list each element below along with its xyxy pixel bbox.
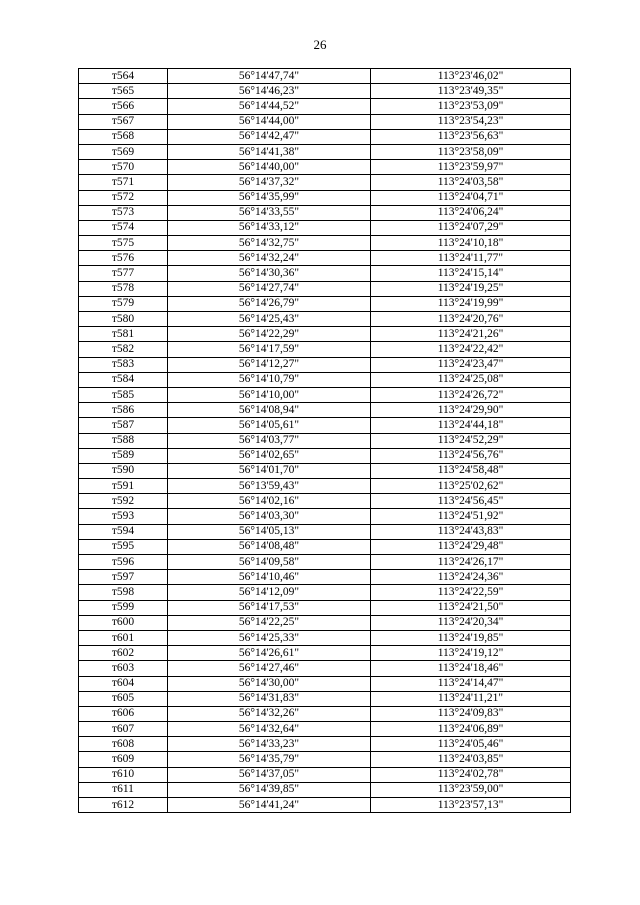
- point-id-cell: т564: [79, 69, 168, 84]
- longitude-cell: 113°24'07,29": [371, 220, 571, 235]
- longitude-cell: 113°24'20,76": [371, 312, 571, 327]
- longitude-cell: 113°24'11,77": [371, 251, 571, 266]
- latitude-cell: 56°14'17,53": [168, 600, 371, 615]
- table-row: [79, 220, 571, 235]
- longitude-cell: 113°23'46,02": [371, 69, 571, 84]
- latitude-cell: 56°14'12,27": [168, 357, 371, 372]
- table-row: [79, 737, 571, 752]
- table-row: [79, 190, 571, 205]
- latitude-cell: 56°14'35,99": [168, 190, 371, 205]
- longitude-cell: 113°24'56,76": [371, 448, 571, 463]
- point-id-cell: т588: [79, 433, 168, 448]
- point-id-cell: т606: [79, 706, 168, 721]
- latitude-cell: 56°14'47,74": [168, 69, 371, 84]
- table-row: [79, 661, 571, 676]
- latitude-cell: 56°14'02,16": [168, 494, 371, 509]
- table-row: [79, 69, 571, 84]
- table-row: [79, 372, 571, 387]
- latitude-cell: 56°14'41,24": [168, 798, 371, 813]
- coordinates-table-body: [79, 69, 571, 813]
- longitude-cell: 113°24'25,08": [371, 372, 571, 387]
- point-id-cell: т600: [79, 615, 168, 630]
- point-id-cell: т593: [79, 509, 168, 524]
- point-id-cell: т584: [79, 372, 168, 387]
- point-id-cell: т603: [79, 661, 168, 676]
- point-id-cell: т589: [79, 448, 168, 463]
- table-row: [79, 99, 571, 114]
- latitude-cell: 56°14'27,46": [168, 661, 371, 676]
- longitude-cell: 113°24'09,83": [371, 706, 571, 721]
- latitude-cell: 56°14'44,52": [168, 99, 371, 114]
- table-row: [79, 281, 571, 296]
- latitude-cell: 56°14'12,09": [168, 585, 371, 600]
- point-id-cell: т575: [79, 236, 168, 251]
- longitude-cell: 113°24'14,47": [371, 676, 571, 691]
- table-row: [79, 585, 571, 600]
- point-id-cell: т566: [79, 99, 168, 114]
- table-row: [79, 205, 571, 220]
- longitude-cell: 113°24'58,48": [371, 463, 571, 478]
- latitude-cell: 56°14'37,05": [168, 767, 371, 782]
- table-row: [79, 752, 571, 767]
- table-row: [79, 327, 571, 342]
- latitude-cell: 56°14'32,26": [168, 706, 371, 721]
- point-id-cell: т574: [79, 220, 168, 235]
- latitude-cell: 56°14'01,70": [168, 463, 371, 478]
- page-number: 26: [313, 37, 327, 52]
- table-row: [79, 266, 571, 281]
- latitude-cell: 56°14'03,77": [168, 433, 371, 448]
- table-row: [79, 646, 571, 661]
- point-id-cell: т610: [79, 767, 168, 782]
- table-row: [79, 600, 571, 615]
- point-id-cell: т587: [79, 418, 168, 433]
- latitude-cell: 56°14'39,85": [168, 782, 371, 797]
- longitude-cell: 113°24'19,99": [371, 296, 571, 311]
- longitude-cell: 113°24'02,78": [371, 767, 571, 782]
- latitude-cell: 56°14'41,38": [168, 144, 371, 159]
- longitude-cell: 113°24'22,59": [371, 585, 571, 600]
- table-row: [79, 615, 571, 630]
- longitude-cell: 113°24'03,58": [371, 175, 571, 190]
- longitude-cell: 113°24'19,85": [371, 630, 571, 645]
- point-id-cell: т612: [79, 798, 168, 813]
- table-row: [79, 312, 571, 327]
- latitude-cell: 56°14'22,29": [168, 327, 371, 342]
- point-id-cell: т577: [79, 266, 168, 281]
- longitude-cell: 113°24'56,45": [371, 494, 571, 509]
- longitude-cell: 113°24'19,12": [371, 646, 571, 661]
- point-id-cell: т602: [79, 646, 168, 661]
- longitude-cell: 113°23'59,00": [371, 782, 571, 797]
- latitude-cell: 56°14'31,83": [168, 691, 371, 706]
- table-row: [79, 798, 571, 813]
- point-id-cell: т565: [79, 84, 168, 99]
- point-id-cell: т582: [79, 342, 168, 357]
- point-id-cell: т586: [79, 403, 168, 418]
- longitude-cell: 113°24'03,85": [371, 752, 571, 767]
- point-id-cell: т592: [79, 494, 168, 509]
- point-id-cell: т580: [79, 312, 168, 327]
- point-id-cell: т594: [79, 524, 168, 539]
- longitude-cell: 113°24'21,26": [371, 327, 571, 342]
- table-row: [79, 84, 571, 99]
- latitude-cell: 56°14'32,64": [168, 722, 371, 737]
- longitude-cell: 113°23'53,09": [371, 99, 571, 114]
- latitude-cell: 56°14'05,13": [168, 524, 371, 539]
- latitude-cell: 56°13'59,43": [168, 479, 371, 494]
- latitude-cell: 56°14'33,23": [168, 737, 371, 752]
- point-id-cell: т601: [79, 630, 168, 645]
- longitude-cell: 113°24'51,92": [371, 509, 571, 524]
- point-id-cell: т585: [79, 387, 168, 402]
- point-id-cell: т604: [79, 676, 168, 691]
- point-id-cell: т569: [79, 144, 168, 159]
- table-row: [79, 342, 571, 357]
- longitude-cell: 113°23'59,97": [371, 160, 571, 175]
- point-id-cell: т607: [79, 722, 168, 737]
- point-id-cell: т596: [79, 555, 168, 570]
- latitude-cell: 56°14'05,61": [168, 418, 371, 433]
- table-row: [79, 722, 571, 737]
- table-row: [79, 236, 571, 251]
- point-id-cell: т599: [79, 600, 168, 615]
- latitude-cell: 56°14'26,61": [168, 646, 371, 661]
- latitude-cell: 56°14'32,24": [168, 251, 371, 266]
- longitude-cell: 113°25'02,62": [371, 479, 571, 494]
- table-row: [79, 175, 571, 190]
- latitude-cell: 56°14'09,58": [168, 555, 371, 570]
- longitude-cell: 113°24'26,17": [371, 555, 571, 570]
- point-id-cell: т608: [79, 737, 168, 752]
- point-id-cell: т570: [79, 160, 168, 175]
- longitude-cell: 113°23'56,63": [371, 129, 571, 144]
- table-row: [79, 570, 571, 585]
- table-row: [79, 403, 571, 418]
- table-row: [79, 418, 571, 433]
- longitude-cell: 113°24'05,46": [371, 737, 571, 752]
- longitude-cell: 113°23'57,13": [371, 798, 571, 813]
- point-id-cell: т605: [79, 691, 168, 706]
- latitude-cell: 56°14'22,25": [168, 615, 371, 630]
- table-row: [79, 767, 571, 782]
- table-row: [79, 630, 571, 645]
- latitude-cell: 56°14'30,36": [168, 266, 371, 281]
- longitude-cell: 113°23'54,23": [371, 114, 571, 129]
- point-id-cell: т573: [79, 205, 168, 220]
- latitude-cell: 56°14'10,00": [168, 387, 371, 402]
- table-row: [79, 539, 571, 554]
- point-id-cell: т579: [79, 296, 168, 311]
- table-row: [79, 357, 571, 372]
- longitude-cell: 113°24'20,34": [371, 615, 571, 630]
- latitude-cell: 56°14'08,48": [168, 539, 371, 554]
- point-id-cell: т576: [79, 251, 168, 266]
- longitude-cell: 113°24'26,72": [371, 387, 571, 402]
- table-row: [79, 509, 571, 524]
- point-id-cell: т571: [79, 175, 168, 190]
- latitude-cell: 56°14'35,79": [168, 752, 371, 767]
- table-row: [79, 251, 571, 266]
- longitude-cell: 113°24'24,36": [371, 570, 571, 585]
- table-row: [79, 479, 571, 494]
- latitude-cell: 56°14'33,55": [168, 205, 371, 220]
- longitude-cell: 113°23'49,35": [371, 84, 571, 99]
- table-row: [79, 448, 571, 463]
- longitude-cell: 113°24'11,21": [371, 691, 571, 706]
- latitude-cell: 56°14'03,30": [168, 509, 371, 524]
- table-row: [79, 160, 571, 175]
- latitude-cell: 56°14'08,94": [168, 403, 371, 418]
- point-id-cell: т595: [79, 539, 168, 554]
- point-id-cell: т572: [79, 190, 168, 205]
- table-row: [79, 463, 571, 478]
- longitude-cell: 113°24'43,83": [371, 524, 571, 539]
- table-row: [79, 782, 571, 797]
- latitude-cell: 56°14'25,33": [168, 630, 371, 645]
- latitude-cell: 56°14'46,23": [168, 84, 371, 99]
- point-id-cell: т568: [79, 129, 168, 144]
- latitude-cell: 56°14'44,00": [168, 114, 371, 129]
- point-id-cell: т597: [79, 570, 168, 585]
- table-row: [79, 524, 571, 539]
- point-id-cell: т591: [79, 479, 168, 494]
- point-id-cell: т609: [79, 752, 168, 767]
- table-row: [79, 387, 571, 402]
- table-row: [79, 676, 571, 691]
- longitude-cell: 113°24'18,46": [371, 661, 571, 676]
- point-id-cell: т583: [79, 357, 168, 372]
- table-row: [79, 114, 571, 129]
- table-row: [79, 433, 571, 448]
- latitude-cell: 56°14'02,65": [168, 448, 371, 463]
- latitude-cell: 56°14'10,79": [168, 372, 371, 387]
- longitude-cell: 113°24'06,24": [371, 205, 571, 220]
- latitude-cell: 56°14'10,46": [168, 570, 371, 585]
- longitude-cell: 113°24'23,47": [371, 357, 571, 372]
- table-row: [79, 494, 571, 509]
- longitude-cell: 113°24'22,42": [371, 342, 571, 357]
- point-id-cell: т581: [79, 327, 168, 342]
- longitude-cell: 113°23'58,09": [371, 144, 571, 159]
- longitude-cell: 113°24'06,89": [371, 722, 571, 737]
- longitude-cell: 113°24'52,29": [371, 433, 571, 448]
- latitude-cell: 56°14'25,43": [168, 312, 371, 327]
- coordinates-table: [78, 68, 571, 813]
- point-id-cell: т598: [79, 585, 168, 600]
- longitude-cell: 113°24'04,71": [371, 190, 571, 205]
- latitude-cell: 56°14'40,00": [168, 160, 371, 175]
- table-row: [79, 296, 571, 311]
- latitude-cell: 56°14'27,74": [168, 281, 371, 296]
- longitude-cell: 113°24'29,90": [371, 403, 571, 418]
- longitude-cell: 113°24'29,48": [371, 539, 571, 554]
- latitude-cell: 56°14'37,32": [168, 175, 371, 190]
- latitude-cell: 56°14'32,75": [168, 236, 371, 251]
- longitude-cell: 113°24'19,25": [371, 281, 571, 296]
- longitude-cell: 113°24'15,14": [371, 266, 571, 281]
- point-id-cell: т567: [79, 114, 168, 129]
- longitude-cell: 113°24'44,18": [371, 418, 571, 433]
- point-id-cell: т578: [79, 281, 168, 296]
- longitude-cell: 113°24'21,50": [371, 600, 571, 615]
- latitude-cell: 56°14'42,47": [168, 129, 371, 144]
- latitude-cell: 56°14'30,00": [168, 676, 371, 691]
- latitude-cell: 56°14'26,79": [168, 296, 371, 311]
- point-id-cell: т611: [79, 782, 168, 797]
- longitude-cell: 113°24'10,18": [371, 236, 571, 251]
- point-id-cell: т590: [79, 463, 168, 478]
- table-row: [79, 129, 571, 144]
- table-row: [79, 144, 571, 159]
- table-row: [79, 706, 571, 721]
- latitude-cell: 56°14'33,12": [168, 220, 371, 235]
- latitude-cell: 56°14'17,59": [168, 342, 371, 357]
- table-row: [79, 555, 571, 570]
- table-row: [79, 691, 571, 706]
